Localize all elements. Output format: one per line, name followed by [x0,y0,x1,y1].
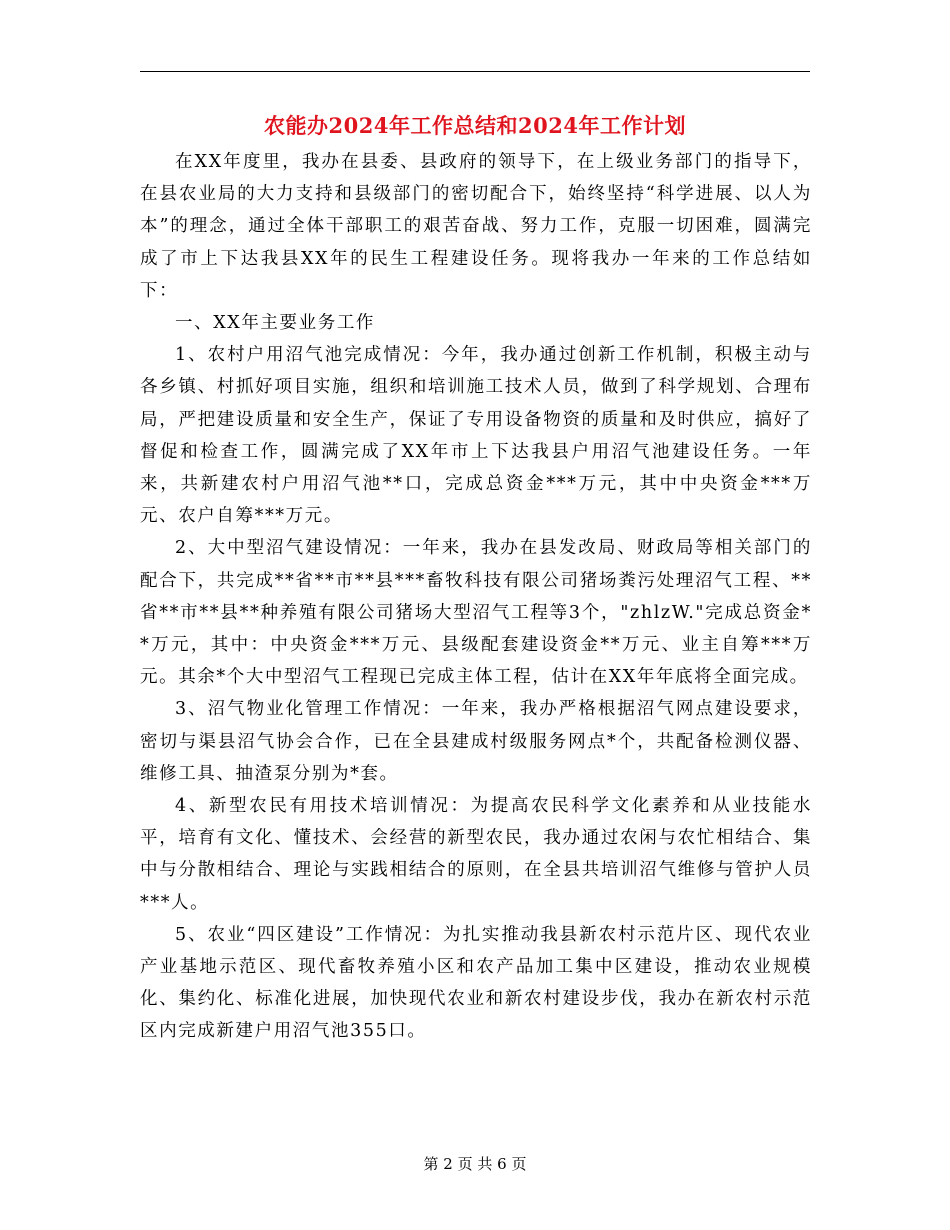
item-farmer-training: 4、新型农民有用技术培训情况：为提高农民科学文化素养和从业技能水平，培育有文化、懂技术、会经营的新型农民，我办通过农闲与农忙相结合、集中与分散相结合、理论与实践相结合的原则，在全县共培训沼气维修与管护人员***人。 [140,796,812,913]
page-number: 第 2 页 共 6 页 [423,1155,527,1173]
item-biogas-household: 1、农村户用沼气池完成情况：今年，我办通过创新工作机制，积极主动与各乡镇、村抓好项目实施，组织和培训施工技术人员，做到了科学规划、合理布局，严把建设质量和安全生产，保证了专用设备物资的质量和及时供应，搞好了督促和检查工作，圆满完成了XX年市上下达我县户用沼气池建设任务。一年来，共新建农村户用沼气池**口，完成总资金***万元，其中中央资金***万元、农户自筹***万元。 [140,345,812,527]
section-heading: 一、XX年主要业务工作 [175,313,376,334]
item-four-zones: 5、农业“四区建设”工作情况：为扎实推动我县新农村示范片区、现代农业产业基地示范区、现代畜牧养殖小区和农产品加工集中区建设，推动农业规模化、集约化、标准化进展，加快现代农业和新农村建设步伐，我办在新农村示范区内完成新建户用沼气池355口。 [140,924,812,1042]
item-property-management: 3、沼气物业化管理工作情况：一年来，我办严格根据沼气网点建设要求，密切与渠县沼气协会合作，已在全县建成村级服务网点*个，共配备检测仪器、维修工具、抽渣泵分别为*套。 [140,699,812,784]
intro-paragraph: 在XX年度里，我办在县委、县政府的领导下，在上级业务部门的指导下，在县农业局的大力支持和县级部门的密切配合下，始终坚持“科学进展、以人为本”的理念，通过全体干部职工的艰苦奋战、努力工作，克服一切困难，圆满完成了市上下达我县XX年的民生工程建设任务。现将我办一年来的工作总结如下： [140,152,812,301]
document-body [140,146,812,1048]
item-biogas-large: 2、大中型沼气建设情况：一年来，我办在县发改局、财政局等相关部门的配合下，共完成**省**市**县***畜牧科技有限公司猪场粪污处理沼气工程、**省**市**县**种养殖有限公司猪场大型沼气工程等3个，"zhlzW."完成总资金**万元，其中：中央资金***万元、县级配套建设资金**万元、业主自筹***万元。其余*个大中型沼气工程现已完成主体工程，估计在XX年年底将全面完成。 [140,538,812,688]
header-rule [140,71,810,72]
document-title: 农能办2024年工作总结和2024年工作计划 [264,113,686,138]
